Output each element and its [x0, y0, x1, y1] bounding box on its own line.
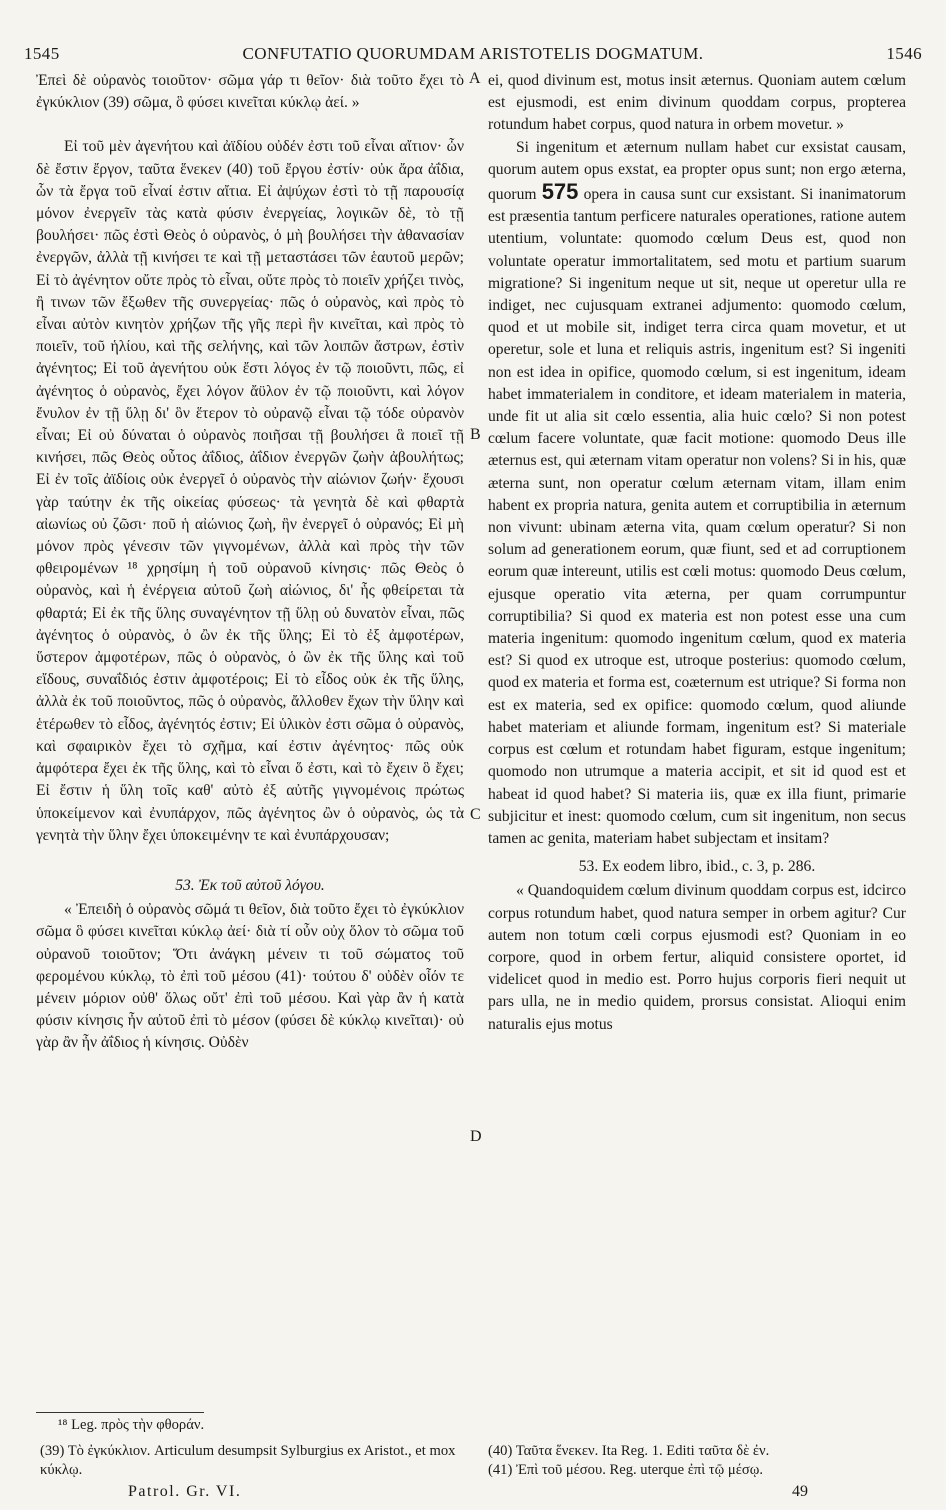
footer-signature: 49: [792, 1483, 808, 1500]
footnote-41: (41) Ἐπὶ τοῦ μέσου. Reg. uterque ἐπὶ τῷ μέσῳ.: [488, 1462, 763, 1478]
latin-paragraph-1: ei, quod divinum est, motus insit æternus. Quoniam autem cœlum est ejusmodi, est enim divinum quoddam corpus, propterea rotundum habet corpus, quod natura in orbem movetur. »: [488, 72, 906, 134]
latin-paragraph-2: [488, 137, 906, 851]
footnote-40-41: [488, 1442, 908, 1480]
greek-paragraph-3: « Ἐπειδὴ ὁ οὐρανὸς σῶμά τι θεῖον, διὰ τοῦτο ἔχει τὸ ἐγκύκλιον σῶμα ὃ φύσει κινεῖται κύκλῳ ἀεί· διὰ τί οὖν οὐχ ὅλον τὸ σῶμα τοῦ οὐρανοῦ τοιοῦτον; Ὅτι ἀνάγκη μένειν τι τοῦ σώματος τοῦ φερομένου κύκλῳ, τὸ ἐπὶ τοῦ μέσου (41)· τούτου δ' οὐδὲν οἷόν τε μένειν μόριον οὐθ' ὅλως οὔτ' ἐπὶ τοῦ μέσου. Καὶ γὰρ ἂν ἡ κατὰ φύσιν κίνησις ἦν αὐτοῦ ἐπὶ τὸ μέσον (φύσει δὲ κύκλῳ κινεῖται)· οὐ γὰρ ἂν ἦν ἀΐδιος ἡ κίνησις. Οὐδὲν: [36, 901, 464, 1052]
footnote-40: (40) Ταῦτα ἕνεκεν. Ita Reg. 1. Editi ταῦτα δὲ ἐν.: [488, 1443, 770, 1459]
greek-paragraph-2: Εἰ τοῦ μὲν ἀγενήτου καὶ ἀϊδίου οὐδέν ἐστι τοῦ εἶναι αἴτιον· ὧν δὲ ἔστιν ἔργον, ταῦτα ἕνεκεν (40) τοῦ ἔργου ἐστίν· οὐκ ἄρα ἀΐδια, ὧν τὰ ἔργα τοῦ εἶναί ἐστιν αἴτια. Εἰ ἀψύχων ἐστὶ τὸ τῇ παρουσίᾳ μόνον ἐνεργεῖν τὰς κατὰ φύσιν ἐνεργείας, λογικῶν δὲ, τὸ τῇ βουλήσει· πῶς ἐστὶ Θεὸς ὁ οὐρανὸς, ὁ μὴ βουλήσει τὴν ἀθανασίαν ἐνεργῶν, ἀλλὰ τῇ κινήσει τε καὶ τῇ μεταστάσει τῶν ἑαυτοῦ μερῶν; Εἰ τὸ ἀγένητον οὔτε πρὸς τὸ εἶναι, οὔτε πρὸς τὸ ποιεῖν χρήζει τινὸς, ἢ τινων τῶν ἔξωθεν τῆς συνεργείας· πῶς ὁ οὐρανὸς, καὶ πρὸς τὸ εἶναι αὐτὸν κινητὸν χρήζων τῆς γῆς περὶ ἣν κινεῖται, καὶ πρὸς τὸ ποιεῖν, τοῦ ἡλίου, καὶ τῆς σελήνης, καὶ τῶν λοιπῶν ἄστρων, ἐστὶν ἀγένητος; Εἰ τοῦ ἀγενήτου οὐκ ἔστι λόγος ἐν τῷ ποιοῦντι, πῶς, εἰ ἀγένητος ὁ οὐρανὸς, ἔχει λόγον ἄϋλον ἐν τῷ ποιοῦντι, καὶ λόγον ἔνυλον ἐν τῇ ὕλῃ δι' ὃν ἕτερον τὸ οὐρανῷ εἶναι τῷ τόδε οὐρανὸν εἶναι; Εἰ οὐ δύναται ὁ οὐρανὸς ποιῆσαι τῇ βουλήσει ἃ ποιεῖ τῇ κινήσει, πῶς Θεὸς οὗτος ἀΐδιος, ἀΐδιον ἐνεργῶν ζωὴν ἀβουλήτως; Εἰ ἐν τοῖς ἀϊδίοις οὐκ ἐνεργεῖ ὁ οὐρανὸς τὴν αἰώνιον ζωήν· ἔχουσι γὰρ ταύτην ἐκ τῆς οἰκείας φύσεως· τὰ γενητὰ δὲ καὶ φθαρτὰ αἰωνίως οὐ ζῶσι· ποῦ ἡ αἰώνιος ζωὴ, ἣν ἐνεργεῖ ὁ οὐρανός; Εἰ μὴ μόνον πρὸς γένεσιν τῶν γιγνομένων, ἀλλὰ καὶ πρὸς τὴν τῶν φθειρομένων ¹⁸ χρησίμη ἡ τοῦ οὐρανοῦ κίνησις· πῶς Θεὸς ὁ οὐρανὸς, καὶ ἡ ἐνέργεια αὐτοῦ ζωὴ αἰώνιος, δι' ἧς φθείρεται τὰ φθαρτά; Εἰ ἐκ τῆς ὕλης συναγένητον τῇ ὕλῃ οὐ δυνατὸν εἶναι, πῶς ἀγένητος ὁ οὐρανὸς, ὁ ὢν ἐκ τῆς ὕλης; Εἰ τὸ ἐξ ἀμφοτέρων, ὕστερον ἀμφοτέρων, πῶς ὁ οὐρανὸς, ὁ ὢν ἐκ τῆς ὕλης καὶ τοῦ εἴδους, συναΐδιός ἐστιν ἀμφοτέροις; Εἰ τὸ εἶδος οὐκ ἐκ τῆς ὕλης, ἀλλὰ ἐκ τοῦ ποιοῦντος, πῶς ὁ οὐρανὸς, ἄλλοθεν ἔχων τὴν ὕλην καὶ ἑτέρωθεν τὸ εἶδος, ἀγένητός ἐστιν; Εἰ ὑλικὸν ἐστι σῶμα ὁ οὐρανὸς, καὶ σφαιρικὸν ἔχει τὸ σχῆμα, καί ἐστιν ἀγένητος· πῶς οὐκ ἀμφότερα ἔχει ἐκ τῆς ὕλης, καὶ τὸ εἶναι ὅ ἐστι, καὶ τὸ ἔχειν ὃ ἔχει; Εἰ ἔστιν ἡ ὕλη τοῖς καθ' αὐτὸ ἐξ αὐτῆς γιγνομένοις πρώτως ὑποκείμενον καὶ ἐνυπάρχον, πῶς ἀγένητος ὢν ὁ οὐρανὸς, ὡς τὰ γενητὰ τὴν ὕλην ἔχει ὑποκειμένην τε καὶ ἐνυπάρχουσαν;: [36, 138, 464, 844]
margin-letter-b: B: [470, 426, 481, 443]
greek-section-heading: 53. Ἐκ τοῦ αὐτοῦ λόγου.: [175, 876, 325, 894]
left-page-number: 1545: [24, 44, 60, 63]
latin-paragraph-3: « Quandoquidem cœlum divinum quoddam corpus est, idcirco corpus rotundum habet, quod natura semper in orbem agitur? Cur autem non totum cœli corpus ejusmodi est? Quoniam in eo corpore, quod in orbem fertur, aliquid consistere oportet, id videlicet quod in medio est. Porro hujus corporis fieri nequit ut pars ulla, ne in medio quidem, prorsus consistat. Alioqui enim naturalis ejus motus: [488, 882, 906, 1033]
margin-letter-a: A: [469, 70, 481, 87]
latin-column: [488, 70, 906, 1036]
footnote-39: (39) Τὸ ἐγκύκλιον. Articulum desumpsit Sylburgius ex Aristot., et mox κύκλῳ.: [40, 1443, 456, 1478]
footnote-rule: [36, 1412, 204, 1413]
running-header: [24, 44, 922, 66]
margin-letter-c: C: [470, 806, 481, 823]
footnote-manuscript: ¹⁸ Leg. πρὸς τὴν φθοράν.: [58, 1417, 205, 1433]
footer-series: Patrol. Gr. VI.: [128, 1483, 242, 1500]
greek-column: [36, 70, 464, 1055]
greek-paragraph-1: Ἐπεὶ δὲ οὐρανὸς τοιοῦτον· σῶμα γάρ τι θεῖον· διὰ τοῦτο ἔχει τὸ ἐγκύκλιον (39) σῶμα, ὃ φύσει κινεῖται κύκλῳ ἀεί. »: [36, 72, 464, 112]
latin-section-heading: 53. Ex eodem libro, ibid., c. 3, p. 286.: [578, 858, 816, 876]
running-title: CONFUTATIO QUORUMDAM ARISTOTELIS DOGMATUM.: [242, 44, 704, 63]
margin-letter-d: D: [470, 1128, 482, 1145]
latin-paragraph-2-rest: opera in causa sunt cur exsistant. Si inanimatorum est præsentia tantum perficere naturales operationes, ratione autem utentium, voluntate: quomodo cœlum Deus est, quod non voluntate operatur immortalitatem, sed motu et partium suarum migratione? Si ingenitum neque ut sit, neque ut operetur ulla re indiget, nec cujusquam extranei adjumento: quomodo cœlum, quod et ut mobile sit, indiget terra circa quam movetur, et ut operetur, sole et luna et reliquis astris, ingenitum est? Si ingeniti non est idea in opifice, quomodo cœlum, si est ingenitum, ideam habet immaterialem in conditore, et ideam materialem in materia, unde fit ut alia sit cœlo essentia, alia huic cœlo? Si non potest cœlum facere voluntate, quæ facit motione: quomodo Deus ille æternus est, qui æternam vitam operatur non volens? Si in his, quæ æterna sunt, non operatur cœlum æternam vitam, illam enim habent ex propria natura, genita autem et corruptibilia in æternum non vivunt: ubinam æterna vita, quam cœlum operatur? Si non solum ad generationem eorum, quæ fiunt, sed et ad corruptionem eorum quæ intereunt, utilis est cœli motus: quomodo Deus cœlum, ejusque operatio vita æterna, per quam corrumpuntur corruptibilia? Si quod ex materia est non potest esse una cum materia ingenitum: quomodo ingenitum cœlum, quod ex materia est? Si quod ex utroque est, utroque posterius: quomodo cœlum, quod ex materia et forma est, coæternum est utrique? Si forma non est ex materia, sed ex opifice: quomodo cœlum, quod aliunde habet materiam et aliunde formam, ingenitum est? Si materiale corpus est cœlum et rotundam habet figuram, estque ingenitum; quomodo non utrumque a materia accipit, et sit id quod est et habeat id quod habet? Si materia iis, quæ ex illa fiunt, primarie subjicitur et inest: quomodo cœlum, cum sit ingenitum, non secus tamen ac genita, materiam habet subjectam et insitam?: [488, 186, 906, 847]
column-marker: 575: [541, 179, 579, 205]
right-page-number: 1546: [886, 44, 922, 63]
latin-paragraph-2-start: Si ingenitum et æternum nullam habet cur exsistat causam, quorum autem opus exstat, ea propter opus sunt; non ergo æterna, quorum: [488, 138, 906, 204]
